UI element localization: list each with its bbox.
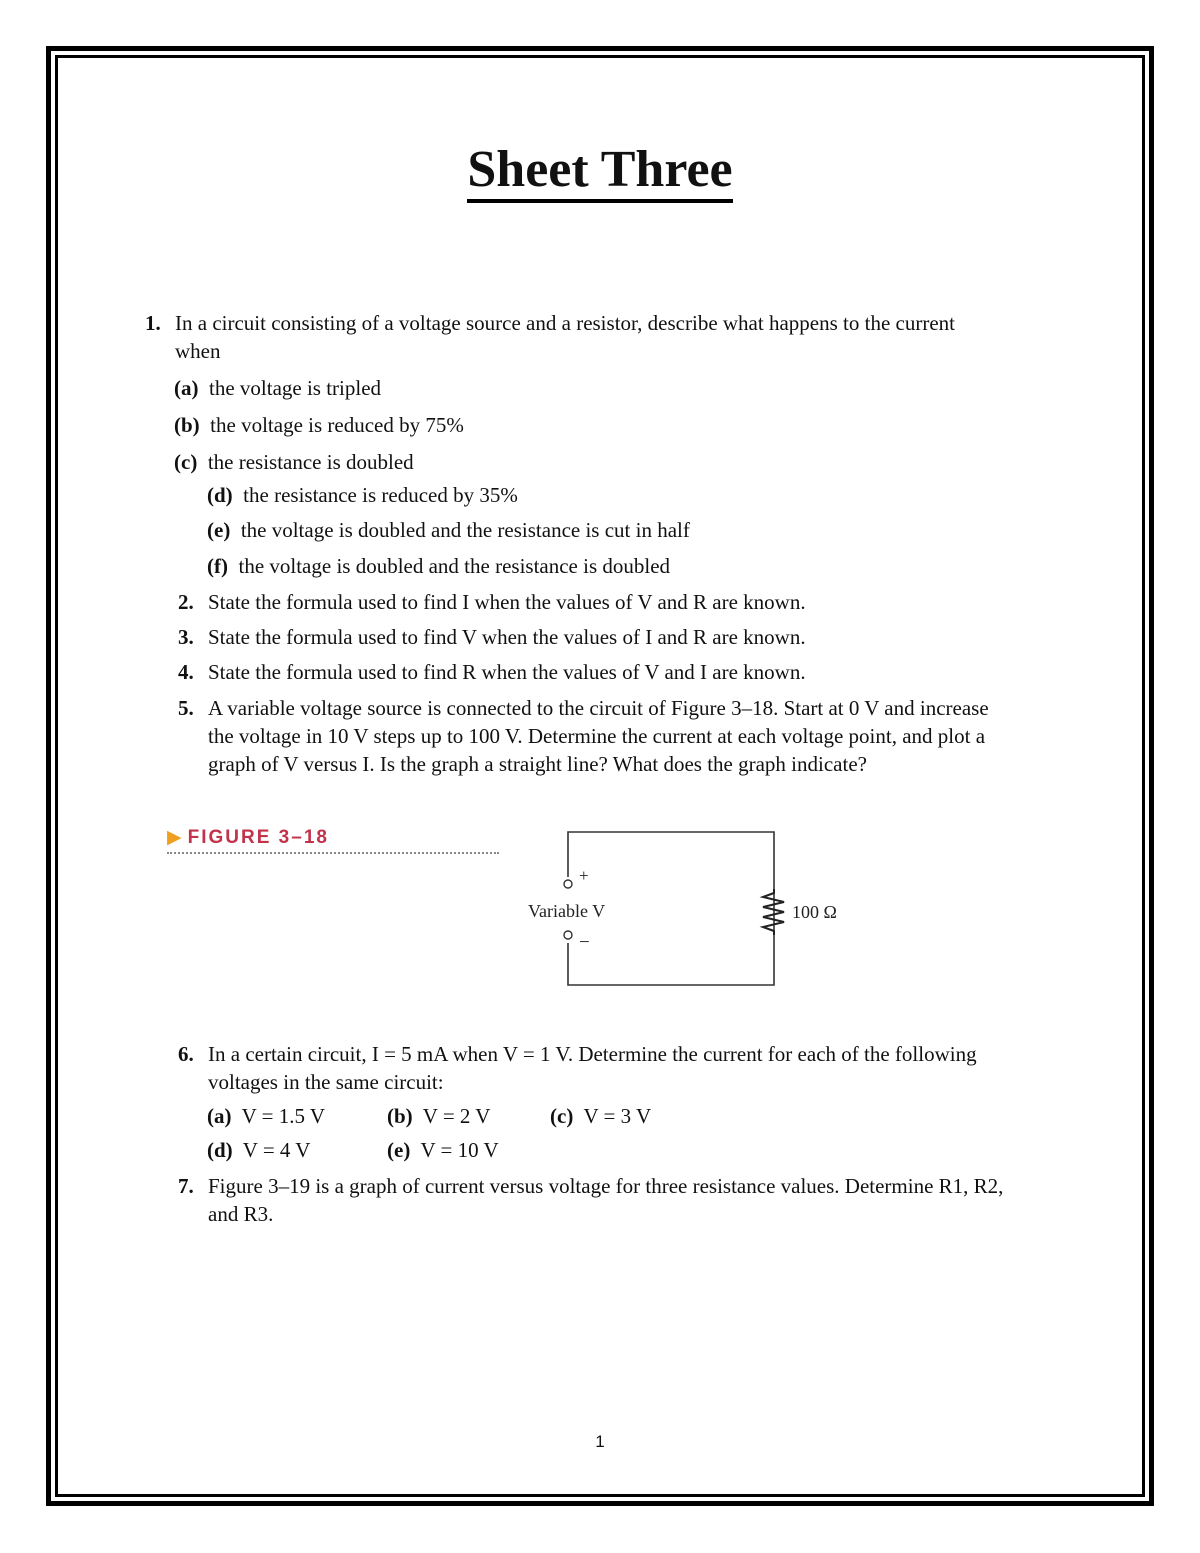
question-5-cont-1: the voltage in 10 V steps up to 100 V. Determine the current at each voltage point, and plot a bbox=[208, 724, 986, 748]
play-triangle-icon: ▶ bbox=[167, 827, 182, 848]
question-6c: (c) V = 3 V bbox=[550, 1104, 652, 1128]
source-label: Variable V bbox=[528, 901, 606, 921]
positive-terminal bbox=[564, 880, 572, 888]
question-6: 6. In a certain circuit, I = 5 mA when V = 1 V. Determine the current for each of the following bbox=[178, 1042, 977, 1066]
question-1b: (b) the voltage is reduced by 75% bbox=[174, 413, 464, 437]
question-2: 2. State the formula used to find I when the values of V and R are known. bbox=[178, 590, 806, 614]
minus-sign: − bbox=[579, 932, 590, 953]
question-1: 1. In a circuit consisting of a voltage source and a resistor, describe what happens to the current bbox=[145, 311, 955, 335]
negative-terminal bbox=[564, 931, 572, 939]
question-1e: (e) the voltage is doubled and the resistance is cut in half bbox=[207, 518, 690, 542]
question-7-cont: and R3. bbox=[208, 1202, 274, 1226]
circuit-diagram bbox=[520, 825, 860, 995]
question-3: 3. State the formula used to find V when the values of I and R are known. bbox=[178, 625, 806, 649]
question-5: 5. A variable voltage source is connected to the circuit of Figure 3–18. Start at 0 V and increase bbox=[178, 696, 989, 720]
question-6-cont: voltages in the same circuit: bbox=[208, 1070, 444, 1094]
question-1f: (f) the voltage is doubled and the resistance is doubled bbox=[207, 554, 671, 578]
question-7: 7. Figure 3–19 is a graph of current versus voltage for three resistance values. Determine R1, R2, bbox=[178, 1174, 1004, 1198]
question-6e: (e) V = 10 V bbox=[387, 1138, 499, 1162]
question-5-cont-2: graph of V versus I. Is the graph a straight line? What does the graph indicate? bbox=[208, 752, 867, 776]
question-1-cont: when bbox=[175, 339, 221, 363]
question-1d: (d) the resistance is reduced by 35% bbox=[207, 483, 518, 507]
figure-label: ▶ FIGURE 3–18 bbox=[167, 826, 499, 854]
question-1a: (a) the voltage is tripled bbox=[174, 376, 382, 400]
question-6a: (a) V = 1.5 V bbox=[207, 1104, 326, 1128]
resistor-label: 100 Ω bbox=[792, 902, 837, 922]
page-title: Sheet Three bbox=[0, 140, 1200, 199]
page-number: 1 bbox=[595, 1432, 605, 1451]
question-6b: (b) V = 2 V bbox=[387, 1104, 491, 1128]
plus-sign: + bbox=[579, 866, 589, 885]
question-1c: (c) the resistance is doubled bbox=[174, 450, 414, 474]
question-4: 4. State the formula used to find R when the values of V and I are known. bbox=[178, 660, 806, 684]
question-6d: (d) V = 4 V bbox=[207, 1138, 311, 1162]
